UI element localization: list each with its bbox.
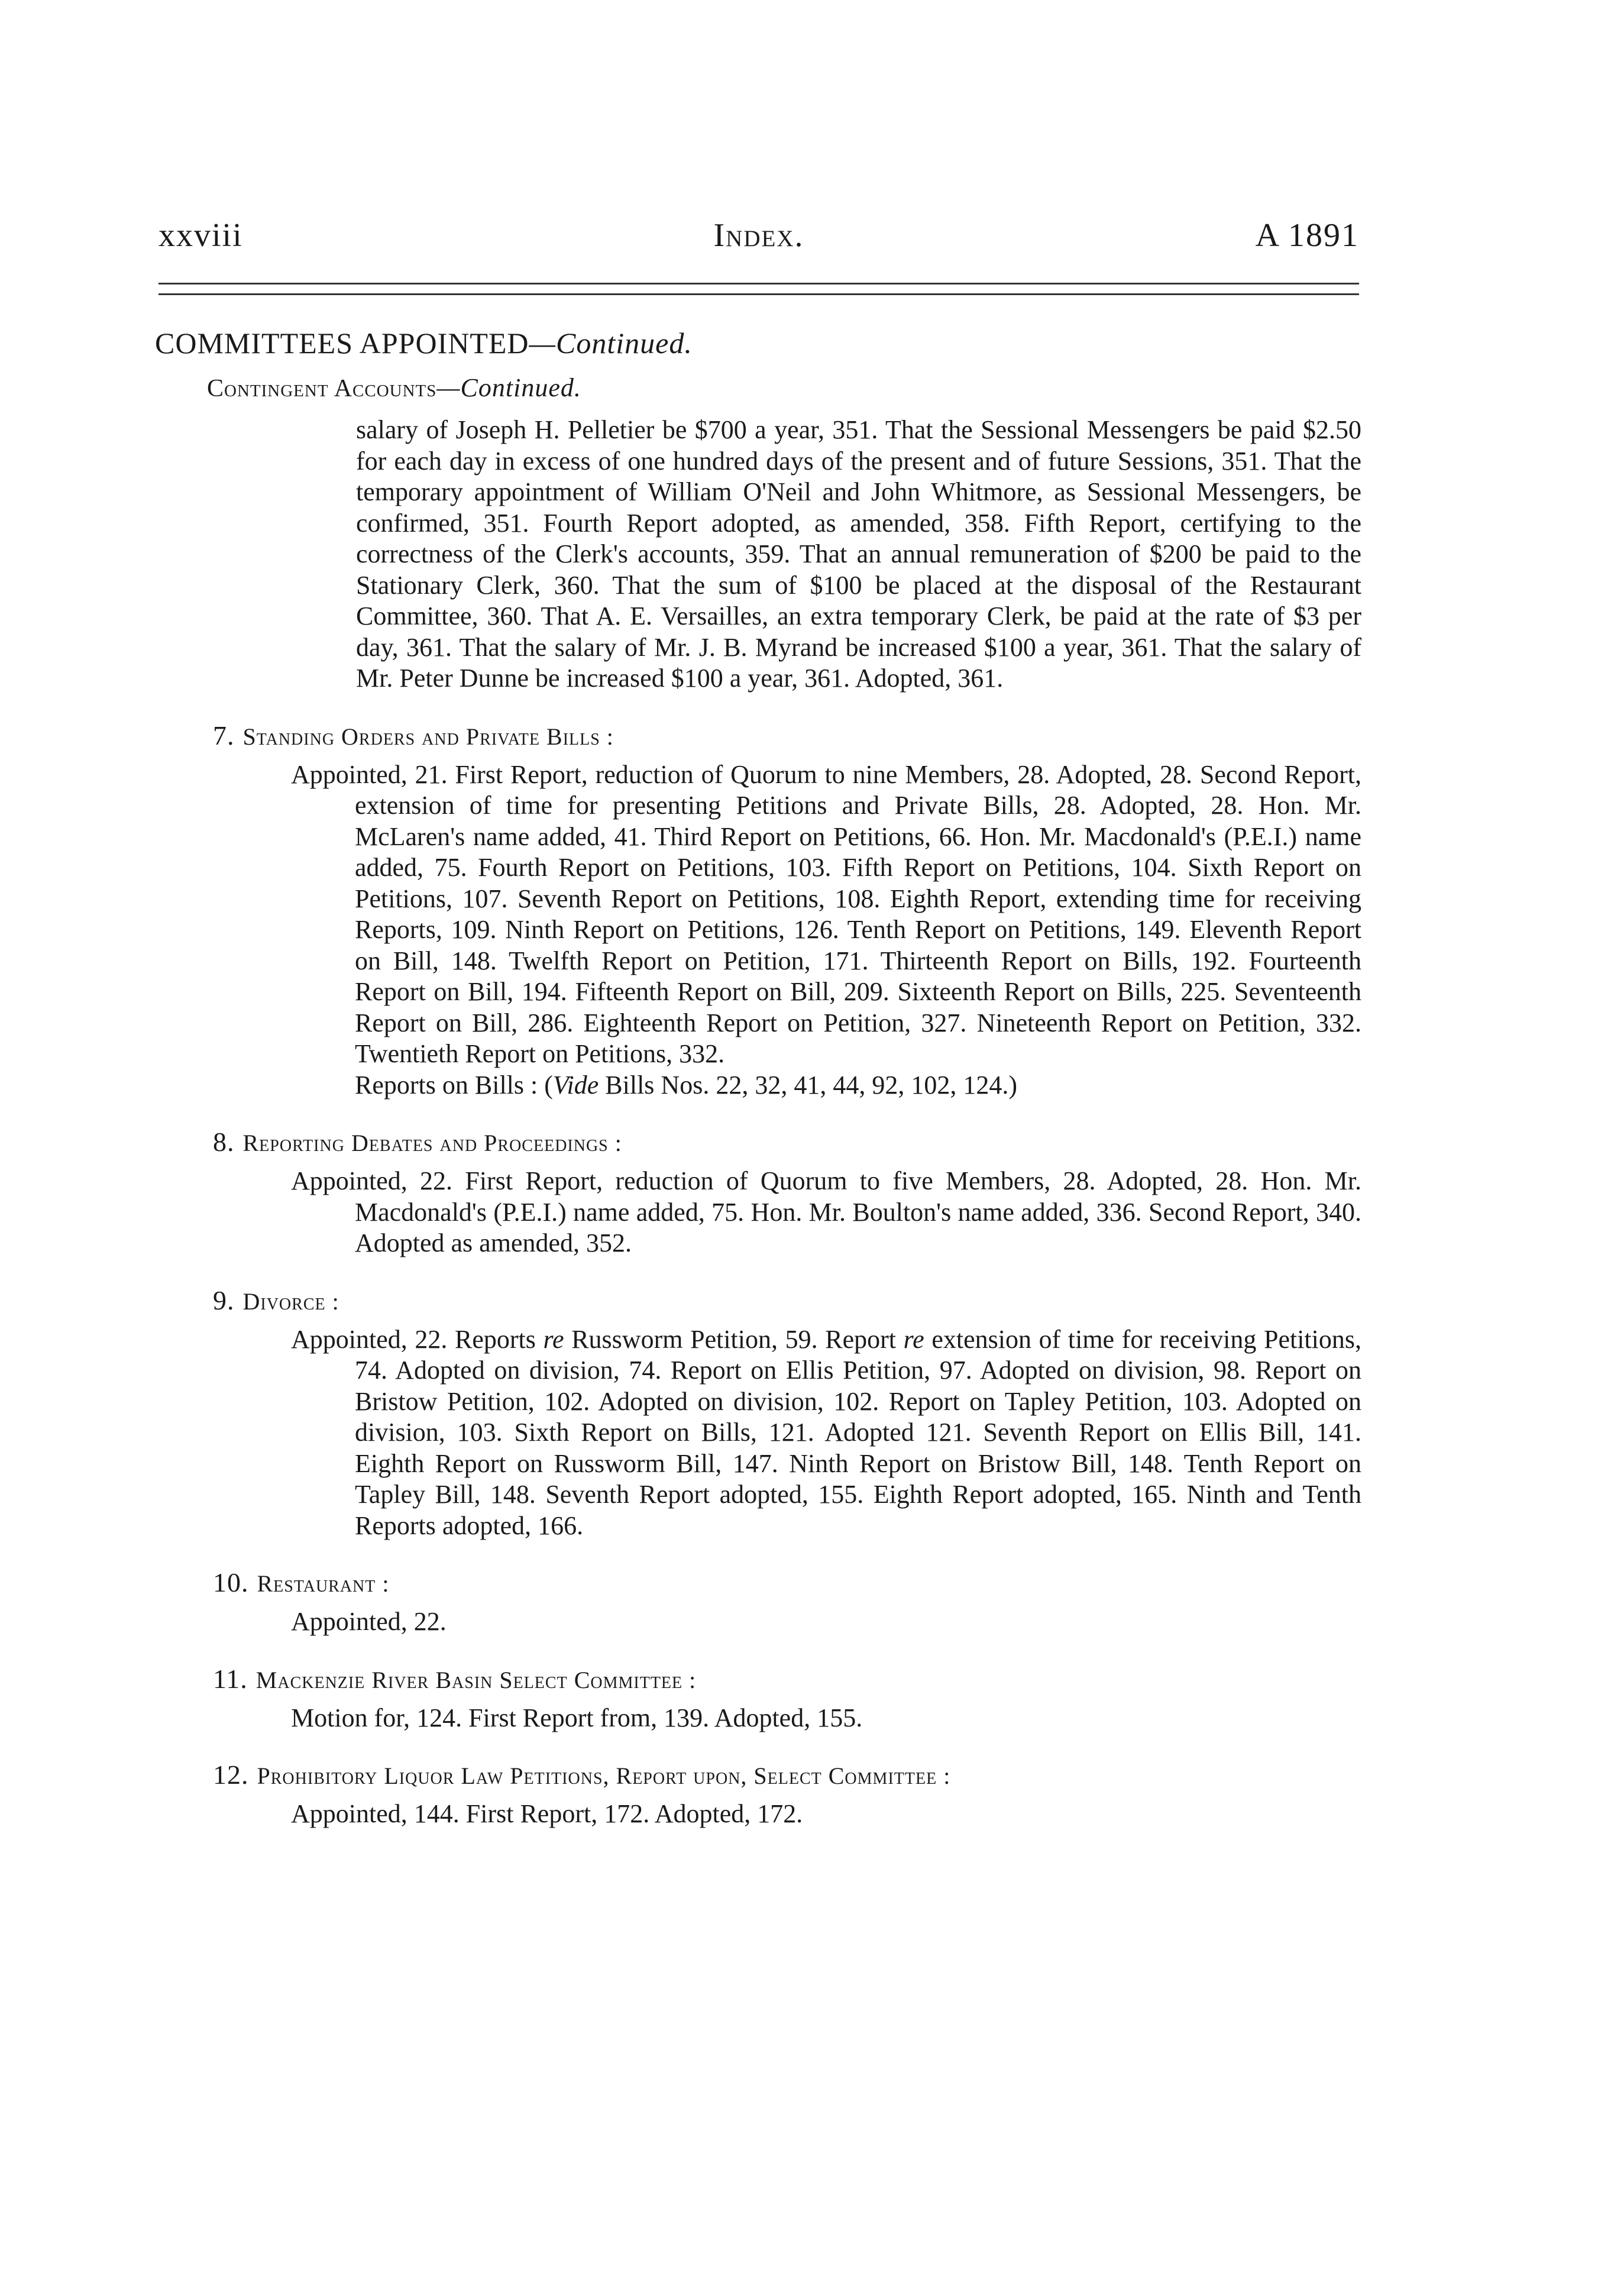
item-entry-re-2: re — [903, 1324, 924, 1354]
item-title — [213, 717, 1361, 756]
header-rule-bottom — [158, 293, 1359, 295]
item-number: 10. — [213, 1567, 249, 1598]
page-title: Index. — [713, 217, 804, 254]
item-number: 8. — [213, 1127, 235, 1157]
header-rule-top — [158, 283, 1359, 284]
item-title-text: Restaurant : — [257, 1570, 390, 1597]
item-entry: Appointed, 22. — [291, 1607, 447, 1636]
item-entry-tail-lead: Reports on Bills : ( — [355, 1070, 553, 1100]
item-number: 9. — [213, 1285, 235, 1315]
committee-item-mackenzie-river — [155, 1660, 1361, 1734]
item-number: 12. — [213, 1760, 249, 1790]
subsection-heading-text: Contingent Accounts — [207, 375, 437, 402]
item-title — [213, 1282, 1361, 1321]
item-number: 11. — [213, 1663, 248, 1694]
item-title — [213, 1123, 1361, 1162]
item-entry: Appointed, 22. First Report, reduction of Quorum to five Members, 28. Adopted, 28. Hon. Mr. Macdonald's (P.E.I.) name added, 75. Hon. Mr. Boulton's name added, 336. Second Report, 340. Adopted as amended, 352. — [291, 1166, 1361, 1257]
item-title — [213, 1756, 1361, 1795]
item-number: 7. — [213, 720, 235, 751]
item-entry-part-1: Appointed, 22. Reports — [291, 1324, 544, 1354]
item-title-text: Divorce : — [242, 1288, 339, 1315]
item-entry-text: Appointed, 21. First Report, reduction of Quorum to nine Members, 28. Adopted, 28. Second Report, extension of time for presenting Petitions and Private Bills, 28. Adopted, 28. Hon. Mr. McLaren's name added, 41. Third Report on Petitions, 66. Hon. Mr. Macdonald's (P.E.I.) name added, 75. Fourth Report on Petitions, 103. Fifth Report on Petitions, 104. Sixth Report on Petitions, 107. Seventh Report on Petitions, 108. Eighth Report, extending time for receiving Reports, 109. Ninth Report on Petitions, 126. Tenth Report on Petitions, 149. Eleventh Report on Bill, 148. Twelfth Report on Petition, 171. Thirteenth Report on Bills, 192. Fourteenth Report on Bill, 194. Fifteenth Report on Bill, 209. Sixteenth Report on Bills, 225. Seventeenth Report on Bill, 286. Eighteenth Report on Petition, 327. Nineteenth Report on Petition, 332. Twentieth Report on Petitions, 332. — [291, 759, 1361, 1068]
item-entry-re-1: re — [543, 1324, 564, 1354]
item-title-text: Reporting Debates and Proceedings : — [242, 1130, 622, 1156]
item-title-text: Standing Orders and Private Bills : — [242, 723, 614, 750]
section-heading-continued: —Continued. — [529, 326, 693, 360]
volume-label: A 1891 — [1255, 217, 1359, 254]
item-entry: Motion for, 124. First Report from, 139. Adopted, 155. — [291, 1703, 863, 1732]
item-title-text: Mackenzie River Basin Select Committee : — [255, 1666, 697, 1693]
committee-item-prohibitory-liquor — [155, 1756, 1361, 1830]
committee-item-restaurant — [155, 1564, 1361, 1638]
subsection-heading — [207, 367, 1361, 410]
committee-item-reporting-debates — [155, 1123, 1361, 1259]
item-entry — [291, 759, 1361, 1101]
committee-item-standing-orders — [155, 717, 1361, 1101]
committee-item-divorce — [155, 1282, 1361, 1542]
index-content — [155, 319, 1361, 1830]
item-entry-tail: Bills Nos. 22, 32, 41, 44, 92, 102, 124.) — [599, 1070, 1017, 1100]
running-head — [158, 212, 1359, 259]
page-number: xxviii — [158, 217, 243, 254]
item-title — [213, 1660, 1361, 1699]
item-entry — [291, 1324, 1361, 1542]
section-heading — [155, 319, 1361, 367]
contingent-accounts-entry: salary of Joseph H. Pelletier be $700 a year, 351. That the Sessional Messengers be paid $2.50 for each day in excess of one hundred days of the present and of future Sessions, 351. That the temporary appointment of William O'Neil and John Whitmore, as Sessional Messengers, be confirmed, 351. Fourth Report adopted, as amended, 358. Fifth Report, certifying to the correctness of the Clerk's accounts, 359. That an annual remuneration of $200 be paid to the Stationary Clerk, 360. That the sum of $100 be placed at the disposal of the Restaurant Committee, 360. That A. E. Versailles, an extra temporary Clerk, be paid at the rate of $3 per day, 361. That the salary of Mr. J. B. Myrand be increased $100 a year, 361. That the salary of Mr. Peter Dunne be increased $100 a year, 361. Adopted, 361. — [356, 415, 1361, 693]
section-heading-text: COMMITTEES APPOINTED — [155, 326, 529, 360]
item-entry-part-3: extension of time for receiving Petitions, 74. Adopted on division, 74. Report on Ellis Petition, 97. Adopted on division, 98. Report on Bristow Petition, 102. Adopted on division, 102. Report on Tapley Petition, 103. Adopted on division, 103. Sixth Report on Bills, 121. Adopted 121. Seventh Report on Ellis Bill, 141. Eighth Report on Russworm Bill, 147. Ninth Report on Bristow Bill, 148. Tenth Report on Tapley Bill, 148. Seventh Report adopted, 155. Eighth Report adopted, 165. Ninth and Tenth Reports adopted, 166. — [355, 1324, 1361, 1540]
item-entry: Appointed, 144. First Report, 172. Adopted, 172. — [291, 1799, 803, 1828]
item-entry-part-2: Russworm Petition, 59. Report — [564, 1324, 904, 1354]
subsection-heading-continued: —Continued. — [436, 373, 581, 402]
item-title-text: Prohibitory Liquor Law Petitions, Report upon, Select Committee : — [257, 1763, 951, 1789]
item-entry-vide: Vide — [552, 1070, 599, 1100]
item-title — [213, 1564, 1361, 1603]
